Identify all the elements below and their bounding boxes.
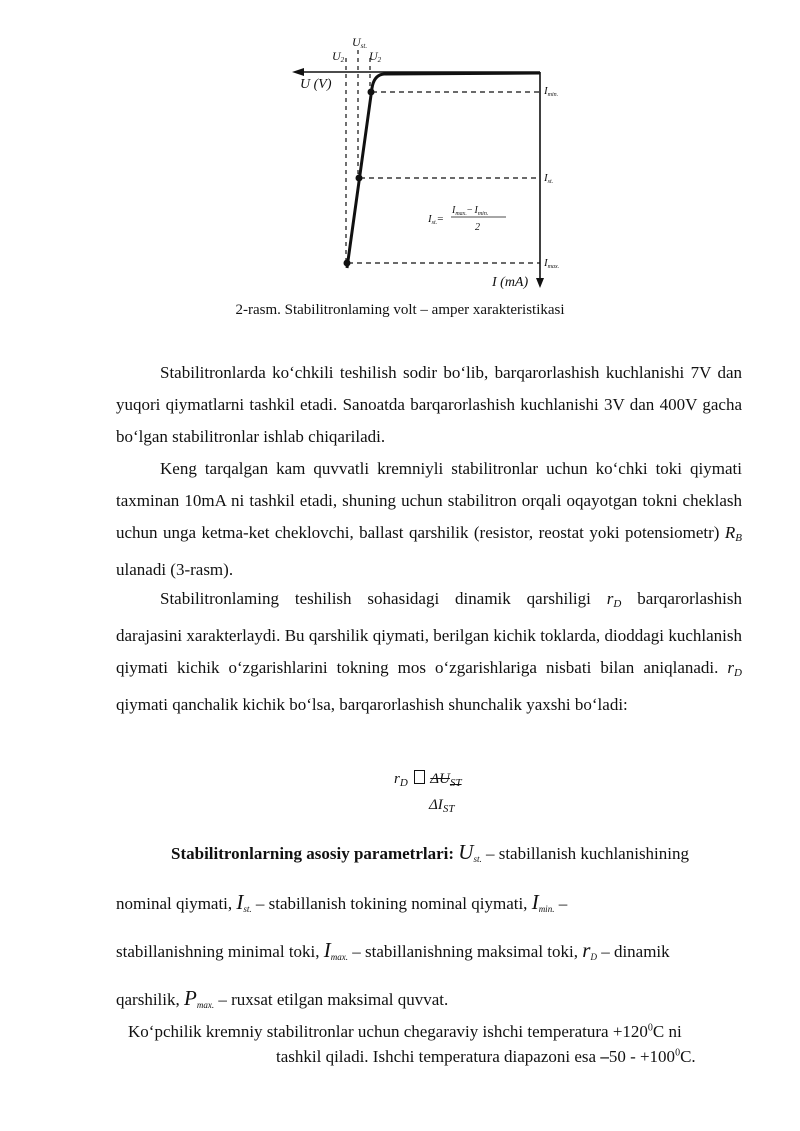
params-line-1: Stabilitronlarning asosiy parametrlari: $U_{st.}$ – stabillanish kuchlanishining — [171, 840, 690, 864]
rd-equation: $r_D$ $\Delta U_{ST}$ — [394, 771, 462, 789]
temperature-line-2: tashkil qiladi. Ishchi temperatura diapazoni esa $-50 - +100^0C$. — [276, 1047, 696, 1066]
current-axis-label: I (mA) — [492, 275, 529, 290]
u1-label: U2 — [369, 49, 382, 64]
params-line-3: stabillanishning minimal toki, $I_{max.}$ – stabillanishning maksimal toki, $r_D$ – dinamik — [116, 938, 670, 962]
u2-label: U2 — [332, 49, 345, 64]
imax-label: Imax. — [544, 257, 560, 270]
params-line-2: nominal qiymati, $I_{st.}$ – stabillanish tokining nominal qiymati, $I_{min.}$ – — [116, 890, 568, 914]
current-axis-arrow — [536, 278, 544, 288]
paragraph-1: Stabilitronlarda ko‘chkili teshilish sodir bo‘lib, barqarorlashish kuchlanishi 7V dan yuqori qiymatlarni tashkil etadi. Sanoatda barqarorlashish kuchlanishi 3V dan 400V gacha bo‘lgan stabilitronlar ishlab chiqariladi. — [116, 363, 742, 446]
ist-formula — [427, 205, 506, 233]
ist-point — [356, 175, 363, 182]
characteristic-curve — [347, 73, 540, 268]
paragraph-2: Keng tarqalgan kam quvvatli kremniyli stabilitronlar uchun ko‘chki toki qiymati taxminan 10mA ni tashkil etadi, shuning uchun stabilitron orqali oqayotgan tokni cheklash uchun unga ketma-ket cheklovchi, ballast qarshilik (resistor, reostat yoki potensiometr) $R_B$ ulanadi (3-rasm). — [116, 459, 742, 579]
imax-point — [344, 260, 351, 267]
params-line-4: qarshilik, $P_{max.}$ – ruxsat etilgan maksimal quvvat. — [116, 986, 449, 1010]
svg-text:Ist.=: Ist.= — [428, 213, 444, 226]
temperature-line-1: Ko‘pchilik kremniy stabilitronlar uchun chegaraviy ishchi temperatura $+120^0C$ ni — [128, 1022, 682, 1041]
equation-symbol-box — [414, 770, 425, 784]
equation-denominator: $\Delta I_{ST}$ — [429, 797, 455, 815]
ist-label: Ist. — [544, 172, 554, 185]
svg-text:2: 2 — [475, 222, 480, 233]
imin-label: Imin. — [544, 85, 559, 98]
vi-characteristic-figure — [280, 30, 580, 295]
svg-text:Imax.−Imin.: $I_{max.}- I_{min.}$ — [452, 205, 489, 217]
paragraph-3: Stabilitronlaming teshilish sohasidagi dinamik qarshiligi $r_D$ barqarorlashish darajasini xarakterlaydi. Bu qarshilik qiymati, berilgan kichik toklarda, dioddagi kuchlanish qiymati kichik o‘zgarishlarini tokning mos o‘zgarishlariga nisbati bilan aniqlanadi. $r_D$ qiymati qanchalik kichik bo‘lsa, barqarorlashish shunchalik yaxshi bo‘ladi: — [116, 589, 742, 714]
voltage-axis-arrow — [292, 68, 304, 76]
imin-point — [368, 89, 375, 96]
ust-label: Ust. — [352, 35, 368, 50]
equation-numerator: $\Delta U_{ST}$ — [430, 771, 462, 789]
figure-caption: 2-rasm. Stabilitronlaming volt – amper xarakteristikasi — [235, 302, 565, 318]
voltage-axis-label: U (V) — [300, 77, 332, 92]
